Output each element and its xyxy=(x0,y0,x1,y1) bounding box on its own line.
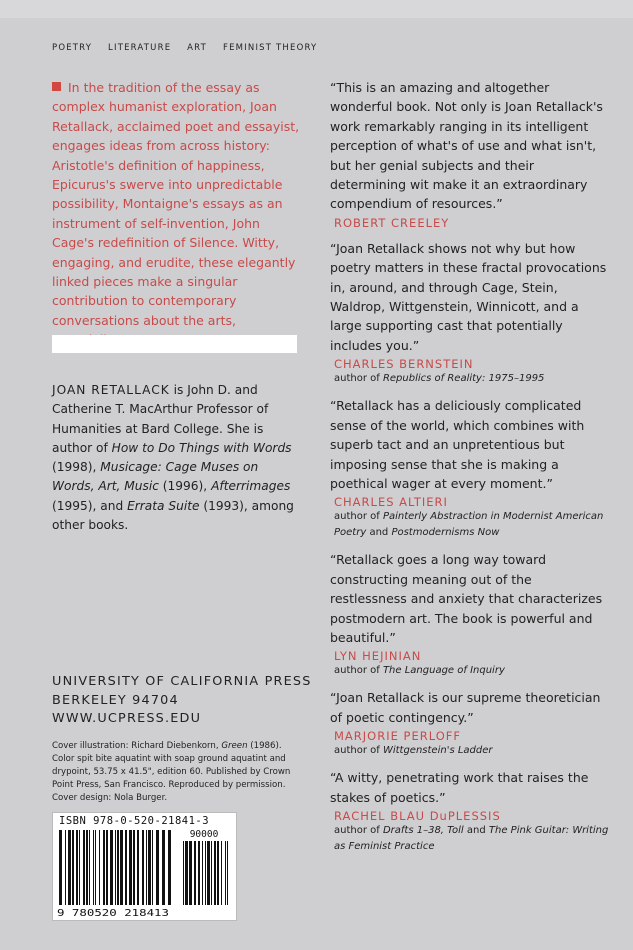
quote-text: “Retallack goes a long way toward constructing meaning out of the restlessness and anxiety that characterizes postmodern art. The book is powerful and beautiful.” xyxy=(330,552,603,645)
barcode-bar xyxy=(142,830,144,905)
isbn-number: ISBN 978-0-520-21841-3 xyxy=(59,815,210,827)
category-list xyxy=(52,43,329,53)
aff-book-title: Wittgenstein's Ladder xyxy=(382,745,493,757)
endorsement-list xyxy=(330,78,610,864)
endorsement-bernstein xyxy=(330,239,610,387)
quote-author: CHARLES ALTIERI xyxy=(334,495,448,510)
barcode-bar xyxy=(189,841,192,905)
barcode-bar xyxy=(225,841,226,905)
aff-book-title-2: Postmodernisms Now xyxy=(391,527,500,539)
barcode-bar xyxy=(202,841,203,905)
blurb-text: In the tradition of the essay as complex humanist exploration, Joan Retallack, acclaimed poet and essayist, engages ideas from across history: Aristotle's definition of happiness, Epicurus's swerve into unpredictable possibility, Montaigne's essays as an instrument of self-invention, John Cage's redefinition of Silence. Witty, engaging, and erudite, these elegantly linked pieces make a singular contribution to contemporary conversations about the arts, xyxy=(52,80,300,328)
quote-affiliation xyxy=(334,663,610,679)
bio-text-1: is John D. and Catherine T. MacArthur Professor of Humanities at Bard College. She is author of xyxy=(52,383,269,455)
top-edge-strip xyxy=(0,0,633,18)
aff-join: and xyxy=(463,824,489,836)
barcode-bar xyxy=(120,830,123,905)
barcode-bar xyxy=(65,830,66,905)
barcode-bar xyxy=(89,830,90,905)
book-blurb xyxy=(52,78,302,350)
barcode-bar xyxy=(227,841,228,905)
quote-affiliation xyxy=(334,509,610,541)
category-literature: LITERATURE xyxy=(108,43,172,53)
book-title-how-to-do-things: How to Do Things with Words xyxy=(111,440,292,455)
aff-prefix: author of xyxy=(334,511,383,523)
quote-text: “Joan Retallack shows not why but how poetry matters in these fractal provocations in, around, and through Cage, Stein, Waldrop, Wittgenstein, Winnicott, and a large supporting cast that potentially includes you.” xyxy=(330,240,607,353)
aff-join: and xyxy=(366,527,392,539)
barcode-bar xyxy=(95,830,96,905)
barcode-bar xyxy=(83,830,85,905)
aff-prefix: author of xyxy=(334,824,383,836)
barcode-bar xyxy=(115,830,116,905)
barcode-digits: 9 780520 218413 xyxy=(57,908,169,919)
barcode-bar xyxy=(137,830,139,905)
book-title-musicage: Musicage: Cage Muses on Words, Art, Music xyxy=(52,460,259,494)
endorsement-perloff xyxy=(330,688,610,759)
barcode-bar xyxy=(125,830,127,905)
bio-text-5: (1993), among other books. xyxy=(52,498,294,533)
cover-credit xyxy=(52,740,302,805)
author-bio xyxy=(52,381,304,535)
barcode-bar xyxy=(183,841,184,905)
ean-bars xyxy=(59,830,171,905)
barcode-bar xyxy=(59,830,62,905)
author-name: JOAN RETALLACK xyxy=(52,383,170,397)
endorsement-hejinian xyxy=(330,550,610,679)
endorsement-duplessis xyxy=(330,768,610,855)
quote-author: RACHEL BLAU DuPLESSIS xyxy=(334,808,501,823)
book-title-errata-suite: Errata Suite xyxy=(127,498,200,513)
quote-author: MARJORIE PERLOFF xyxy=(334,729,461,744)
price-code: 90000 xyxy=(189,829,219,840)
quote-author: ROBERT CREELEY xyxy=(334,215,450,230)
aff-book-title-2: The Pink Guitar: Writing as Feminist Practice xyxy=(334,824,609,852)
barcode-bar xyxy=(103,830,105,905)
barcode-bar xyxy=(72,830,74,905)
book-title-afterrimages: Afterrimages xyxy=(211,479,291,494)
barcode-bar xyxy=(117,830,119,905)
bio-text-4: (1995), and xyxy=(52,498,128,513)
quote-author: LYN HEJINIAN xyxy=(334,649,422,664)
quote-text: “A witty, penetrating work that raises the stakes of poetics.” xyxy=(330,770,589,805)
bio-text-3: (1996), xyxy=(158,479,212,494)
quote-affiliation xyxy=(334,823,610,855)
barcode-graphic xyxy=(53,813,236,920)
credit-text-b: (1986). Color spit bite aquatint with soap ground aquatint and drypoint, 53.75 x 41.5", edition 60. Published by Crown Point Press, San Francisco. Reproduced by permission. Cover design: Nola Burger. xyxy=(52,741,291,804)
barcode-bar xyxy=(68,830,71,905)
quote-text: “This is an amazing and altogether wonderful book. Not only is Joan Retallack's work remarkably ranging in its intelligent perception of what's of use and what isn't, but her genial subjects and their determining wit make it an extraordinary compendium of resources.” xyxy=(330,80,603,212)
category-feminist-theory: FEMINIST THEORY xyxy=(222,43,318,53)
barcode-bar xyxy=(133,830,135,905)
barcode-bar xyxy=(86,830,88,905)
barcode-bar xyxy=(148,830,151,905)
isbn-barcode xyxy=(52,812,237,921)
quote-affiliation xyxy=(334,743,610,759)
barcode-bar xyxy=(76,830,78,905)
barcode-bar xyxy=(93,830,94,905)
barcode-bar xyxy=(205,841,206,905)
barcode-bar xyxy=(110,830,113,905)
barcode-bar xyxy=(152,830,153,905)
aff-prefix: author of xyxy=(334,665,383,677)
barcode-bar xyxy=(194,841,196,905)
publisher-website: WWW.UCPRESS.EDU xyxy=(52,711,202,726)
red-square-bullet xyxy=(52,82,61,91)
publisher-name: UNIVERSITY OF CALIFORNIA PRESS xyxy=(52,674,312,689)
barcode-bar xyxy=(146,830,147,905)
endorsement-creeley xyxy=(330,78,610,230)
credit-artwork-title: Green xyxy=(221,741,248,751)
barcode-bar xyxy=(129,830,132,905)
quote-author: CHARLES BERNSTEIN xyxy=(334,357,474,372)
bio-text-2: (1998), xyxy=(52,460,101,475)
barcode-bar xyxy=(185,841,188,905)
barcode-bar xyxy=(217,841,219,905)
aff-book-title: Republics of Reality: 1975–1995 xyxy=(382,373,545,385)
aff-book-title: Drafts 1–38, Toll xyxy=(382,824,464,836)
barcode-bar xyxy=(156,830,159,905)
aff-book-title: The Language of Inquiry xyxy=(382,665,505,677)
publisher-block xyxy=(52,673,312,729)
quote-affiliation xyxy=(334,371,610,387)
category-art: ART xyxy=(187,43,208,53)
price-addon-bars xyxy=(183,841,228,905)
quote-text: “Retallack has a deliciously complicated sense of the world, which combines with superb tact and an unpretentious but imposing sense that she is making a poethical wager at every moment.” xyxy=(330,398,585,491)
barcode-bar xyxy=(221,841,222,905)
barcode-bar xyxy=(162,830,165,905)
barcode-bar xyxy=(168,830,171,905)
publisher-city: BERKELEY 94704 xyxy=(52,692,179,708)
endorsement-altieri xyxy=(330,396,610,541)
barcode-bar xyxy=(211,841,212,905)
credit-text-a: Cover illustration: Richard Diebenkorn, xyxy=(52,741,222,751)
barcode-bar xyxy=(214,841,216,905)
barcode-bar xyxy=(207,841,210,905)
white-divider-bar xyxy=(52,335,297,353)
category-poetry: POETRY xyxy=(52,43,93,53)
aff-prefix: author of xyxy=(334,745,383,757)
aff-book-title: Painterly Abstraction in Modernist American Poetry xyxy=(334,511,604,539)
barcode-bar xyxy=(79,830,80,905)
barcode-bar xyxy=(99,830,100,905)
quote-text: “Joan Retallack is our supreme theoretician of poetic contingency.” xyxy=(330,690,601,725)
barcode-bar xyxy=(106,830,108,905)
aff-prefix: author of xyxy=(334,373,383,385)
barcode-bar xyxy=(198,841,200,905)
